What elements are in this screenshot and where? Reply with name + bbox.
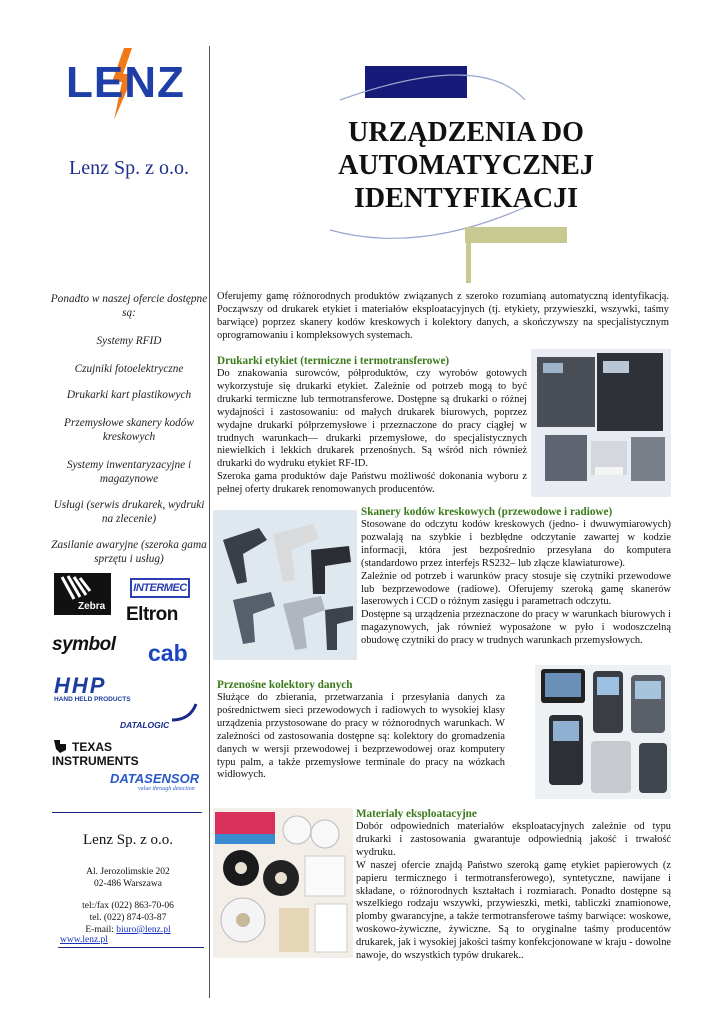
website-link[interactable]: www.lenz.pl [60, 935, 108, 945]
logo-text: LENZ [66, 58, 185, 107]
website-underline [58, 947, 204, 948]
header-olive-bar [465, 227, 567, 243]
sidebar-item-ups: Zasilanie awaryjne (szeroka gama sprzętu i usług) [51, 539, 207, 565]
contact-company: Lenz Sp. z o.o. [83, 832, 173, 848]
cab-logo: cab [148, 640, 188, 666]
page-title [296, 116, 636, 215]
printers-heading: Drukarki etykiet (termiczne i termotransferowe) [217, 355, 450, 367]
sidebar-item-inventory: Systemy inwentaryzacyjne i magazynowe [66, 459, 192, 485]
materials-heading: Materiały eksploatacyjne [356, 808, 477, 820]
datalogic-logo: DATALOGIC [120, 700, 206, 736]
zebra-logo: Zebra [54, 573, 111, 615]
sidebar-intro: Ponadto w naszej ofercie dostępne są: [50, 293, 208, 319]
printers-text: Do znakowania surowców, półproduktów, czy wyrobów gotowych wykorzystuje się drukarki etykiet. Zależnie od potrzeb mogą to być drukarki termiczne lub termotransferowe. Dostępne są drukarki o różnej wydajności i zastosowaniu: od małych drukarek biurowych, poprzez wydajne drukarki półprzemysłowe i przeznaczone do pracy ciągłej w trudnych warunkach— drukarki przemysłowe, do specjalistycznych niewielkich i lekkich drukarek przenośnych. Są wśród nich również drukarki do wydruku etykiet RF-ID. Szeroka gama produktów daje Państwu możliwość dokonania wyboru z pełnej oferty drukarek renomowanych producentów. [217, 368, 527, 496]
scanners-photo [213, 510, 357, 660]
company-name-left: Lenz Sp. z o.o. [69, 157, 189, 179]
email-link[interactable]: biuro@lenz.pl [116, 925, 171, 935]
symbol-logo: symbol [52, 634, 116, 655]
collectors-heading: Przenośne kolektory danych [217, 679, 353, 691]
hhp-logo: HHP HAND HELD PRODUCTS [54, 673, 131, 703]
intermec-logo: INTERMEC [130, 578, 190, 598]
sidebar-item-industrial-scanners: Przemysłowe skanery kodów kreskowych [64, 417, 194, 443]
lenz-logo [66, 52, 184, 114]
sidebar-item-services: Usługi (serwis drukarek, wydruki na zlecenie) [53, 499, 205, 525]
contact-phones: tel:/fax (022) 863-70-06 tel. (022) 874-03-87 E-mail: biuro@lenz.pl [82, 901, 174, 935]
intro-paragraph: Oferujemy gamę różnorodnych produktów związanych z szeroko rozumianą automatyczną identyfikacją. Począwszy od drukarek etykiet i materiałów eksploatacyjnych (tj. etykiety, przywieszki, wszywki, taśmy barwiące) poprzez skanery kodów kreskowych i kolektory danych, a skończywszy na specjalistycznym oprogramowaniu i kompleksowych systemach. [217, 291, 669, 341]
texas-state-icon [52, 738, 68, 754]
eltron-logo: Eltron [126, 604, 178, 625]
printers-photo [531, 349, 671, 497]
sidebar-item-sensors: Czujniki fotoelektryczne [74, 363, 184, 375]
materials-text: Dobór odpowiednich materiałów eksploatacyjnych zależnie od typu drukarki i zastosowania gwarantuje odpowiednią jakość i trwałość wydruku. W naszej ofercie znajdą Państwo szeroką gamę etykiet papierowych (z papieru termicznego i termotransferowego), syntetyczne, nawijane i składane, o różnorodnych kształtach i rozmiarach. Ponadto dostępne są wszelkiego rodzaju wszywki, przywieszki, metki, tabliczki znamionowe, plomby gwarancyjne, a także termotransferowe taśmy barwiące: woskowe, woskowo-żywiczne, żywiczne. Są to oryginalne taśmy producentów drukarek, jak i wysokiej jakości taśmy konfekcjonowane w kraju - dowolne nawoje, do wszystkich typów drukarek.. [356, 821, 671, 962]
title-line-2: AUTOMATYCZNEJ [338, 150, 594, 181]
title-line-3: IDENTYFIKACJI [353, 183, 579, 214]
texas-instruments-logo: TEXAS INSTRUMENTS [52, 740, 139, 768]
contact-address: Al. Jerozolimskie 202 02-486 Warszawa [86, 867, 170, 889]
contact-divider [52, 812, 202, 813]
sidebar-item-rfid: Systemy RFID [96, 335, 162, 347]
title-line-1: URZĄDZENIA DO [348, 117, 584, 148]
datalogic-swoosh-icon [170, 700, 200, 724]
datasensor-logo: DATASENSOR value through detection [110, 771, 200, 792]
materials-photo [213, 808, 353, 958]
collectors-photo [535, 665, 671, 799]
scanners-heading: Skanery kodów kreskowych (przewodowe i radiowe) [361, 506, 613, 518]
sidebar-item-card-printers: Drukarki kart plastikowych [66, 389, 192, 401]
header-olive-vertical [466, 227, 471, 283]
scanners-text: Stosowane do odczytu kodów kreskowych (jedno- i dwuwymiarowych) pozwalają na szybkie i bezbłędne odczytanie zawartej w kodzie informacji, która jest bezpośrednio przesyłana do komputera (standardowo przez interfejs RS232– lub złącze klawiaturowe). Zależnie od potrzeb i warunków pracy stosuje się czytniki przewodowe lub bezprzewodowe (radiowe). Oferujemy szeroką gamę skanerów laserowych i CCD o różnym zasięgu i parametrach odczytu. Dostępne są urządzenia przeznaczone do pracy w warunkach biurowych i magazynowych, jak również wyposażone w pyło i wodoszczelną obudowę czytniki do pracy w trudnych warunkach przemysłowych. [361, 519, 671, 647]
zebra-stripes-icon [54, 573, 111, 603]
collectors-text: Służące do zbierania, przetwarzania i przesyłania danych za pośrednictwem sieci przewodowych i radiowych to wysokiej klasy urządzenia przystosowane do pracy w różnorodnych warunkach. W zależności od zastosowania dostępne są: kolektory do gromadzenia danych w wersji przewodowej i bezprzewodowej oraz komputery typu palm, a także przemysłowe terminale do pracy na wózkach widłowych. [217, 692, 505, 781]
